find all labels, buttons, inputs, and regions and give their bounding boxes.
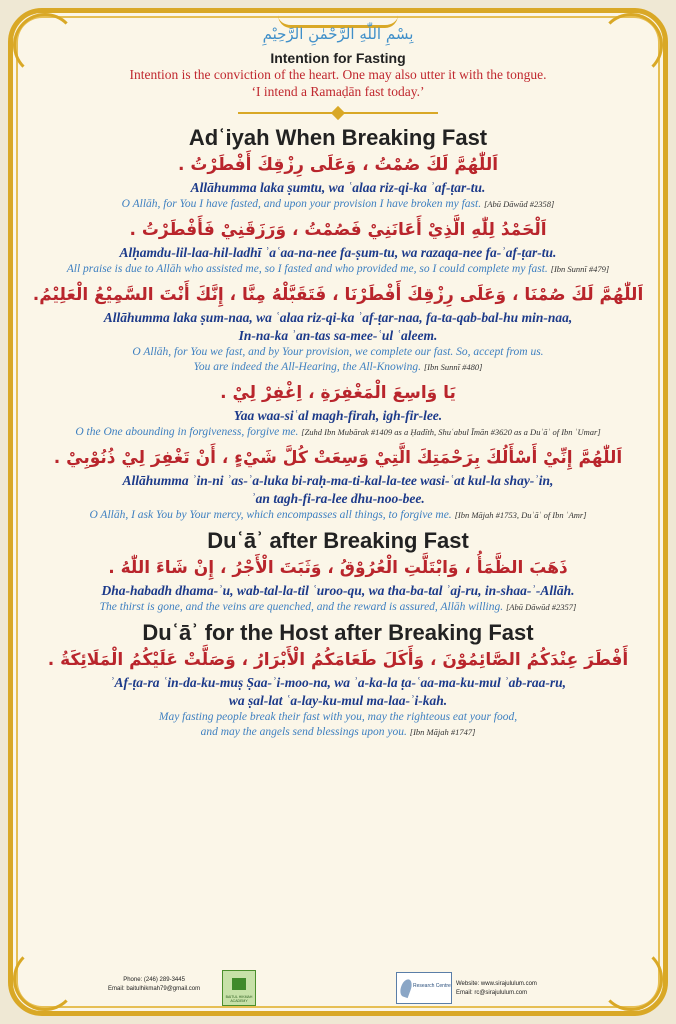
reference-citation: [Zuhd Ibn Mubārak #1409 as a Ḥadīth, Shuʿabul Īmān #3620 as a Duʿāʾ of Ibn ʿUmar] [301, 427, 601, 437]
translation-text: O Allāh, I ask You by Your mercy, which encompasses all things, to forgive me. [89, 509, 452, 521]
translation-line [22, 345, 654, 360]
translation-line [22, 508, 654, 523]
dua-block [22, 444, 654, 523]
translation-text: The thirst is gone, and the veins are quenched, and the reward is assured, Allāh willing. [99, 601, 504, 613]
translation-line [22, 710, 654, 725]
poster-content [22, 22, 654, 744]
academy-logo-text: BAITUL HIKMAH ACADEMY [225, 995, 253, 1003]
reference-citation: [Abū Dāwūd #2358] [483, 199, 555, 209]
email-text-2: Email: rc@sirajululum.com [456, 990, 528, 996]
reference-citation: [Ibn Sunnī #479] [550, 264, 610, 274]
arabic-text: ذَهَبَ الظَّمَأُ ، وَابْتَلَّتِ الْعُرُوْقُ ، وَثَبَتَ الْأَجْرُ ، إِنْ شَاءَ اللّٰهُ . [108, 558, 568, 578]
phone-text: Phone: (246) 289-3445 [123, 977, 185, 983]
section-title: Adʿiyah When Breaking Fast [188, 125, 488, 150]
intention-title: Intention for Fasting [270, 50, 406, 66]
transliteration-line: wa ṣal-lat ʿa-lay-ku-mul ma-laa-ʾi-kah. [228, 693, 448, 708]
divider-ornament [238, 108, 438, 118]
reference-citation: [Ibn Mājah #1753, Duʿāʾ of Ibn ʿAmr] [454, 510, 587, 520]
translation-text: All praise is due to Allāh who assisted me, so I fasted and who provided me, so I could complete my fast. [66, 263, 548, 275]
translation-text: May fasting people break their fast with you, may the righteous eat your food, [158, 711, 518, 723]
translation-line [22, 600, 654, 615]
quill-icon [398, 978, 414, 998]
transliteration-line: Yaa waa-siʿal magh-firah, igh-fir-lee. [233, 408, 443, 423]
arabic-text: اَلْحَمْدُ لِلّٰهِ الَّذِيْ أَعَانَنِيْ فَصُمْتُ ، وَرَزَقَنِيْ فَأَفْطَرْتُ . [129, 220, 547, 240]
transliteration-line: Alḥamdu-lil-laa-hil-ladhī ʾaʿaa-na-nee fa-ṣum-tu, wa razaqa-nee fa-ʾaf-ṭar-tu. [119, 245, 557, 260]
dua-block [22, 554, 654, 615]
intention-line: Intention is the conviction of the heart. One may also utter it with the tongue. [129, 67, 547, 82]
mosque-icon [232, 978, 246, 990]
research-centre-logo [396, 972, 452, 1004]
dua-sections [22, 124, 654, 740]
arabic-text: يَا وَاسِعَ الْمَغْفِرَةِ ، اِغْفِرْ لِيْ . [220, 383, 456, 403]
dua-block [22, 646, 654, 740]
dua-block [22, 281, 654, 375]
translation-line [22, 197, 654, 212]
footer [0, 970, 676, 1010]
dua-block [22, 379, 654, 440]
translation-line [22, 360, 654, 375]
contact-right [456, 980, 537, 998]
translation-line [22, 725, 654, 740]
transliteration-line: Dha-habadh dhama-ʾu, wab-tal-la-til ʿuroo-qu, wa tha-ba-tal ʾaj-ru, in-shaa-ʾ-Allāh. [101, 583, 575, 598]
arabic-text: أَفْطَرَ عِنْدَكُمُ الصَّائِمُوْنَ ، وَأَكَلَ طَعَامَكُمُ الْأَبْرَارُ ، وَصَلَّتْ عَلَيْكُمُ الْمَلَائِكَةُ . [47, 650, 629, 670]
research-centre-text: Research Centre [413, 983, 451, 989]
arabic-text: اَللّٰهُمَّ إِنِّيْ أَسْأَلُكَ بِرَحْمَتِكَ الَّتِيْ وَسِعَتْ كُلَّ شَيْءٍ ، أَنْ تَغْفِرَ لِيْ ذُنُوْبِيْ . [53, 448, 623, 468]
transliteration-line: Allāhumma laka ṣumtu, wa ʿalaa riz-qi-ka ʾaf-ṭar-tu. [190, 180, 486, 195]
transliteration-line: Allāhumma laka ṣum-naa, wa ʿalaa riz-qi-ka ʾaf-ṭar-naa, fa-ta-qab-bal-hu min-naa, [103, 310, 573, 325]
contact-left [108, 976, 200, 994]
translation-text: O Allāh, for You I have fasted, and upon your provision I have broken my fast. [121, 198, 482, 210]
reference-citation: [Abū Dāwūd #2357] [505, 602, 577, 612]
transliteration-line: ʾAf-ṭa-ra ʿin-da-ku-muṣ Ṣaa-ʾi-moo-na, wa ʾa-ka-la ṭa-ʿaa-ma-ku-mul ʾab-raa-ru, [110, 675, 566, 690]
dua-block [22, 151, 654, 212]
dua-block [22, 216, 654, 277]
arabic-text: اَللّٰهُمَّ لَكَ صُمْتُ ، وَعَلَى رِزْقِكَ أَفْطَرْتُ . [177, 155, 499, 175]
translation-line [22, 262, 654, 277]
section-title: Duʿāʾ for the Host after Breaking Fast [142, 620, 534, 645]
arabic-text: اَللّٰهُمَّ لَكَ صُمْنَا ، وَعَلَى رِزْقِكَ أَفْطَرْنَا ، فَتَقَبَّلْهُ مِنَّا ، إِنَّكَ أَنْتَ السَّمِيْعُ الْعَلِيْمُ. [32, 285, 644, 305]
reference-citation: [Ibn Sunnī #480] [423, 362, 483, 372]
section-title: Duʿāʾ after Breaking Fast [207, 528, 469, 553]
transliteration-line: In-na-ka ʾan-tas sa-mee-ʿul ʿaleem. [238, 328, 438, 343]
translation-text: O Allāh, for You we fast, and by Your provision, we complete our fast. So, accept from us. [132, 346, 544, 358]
translation-text: You are indeed the All-Hearing, the All-Knowing. [193, 361, 421, 373]
website-text: Website: www.sirajululum.com [456, 981, 537, 987]
transliteration-line: ʾan tagh-fi-ra-lee dhu-noo-bee. [251, 491, 425, 506]
reference-citation: [Ibn Mājah #1747] [409, 727, 476, 737]
translation-text: O the One abounding in forgiveness, forgive me. [75, 426, 299, 438]
bismillah-calligraphy: بِسْمِ اللّٰهِ الرَّحْمٰنِ الرَّحِيْمِ [262, 25, 414, 43]
transliteration-line: Allāhumma ʾin-ni ʾas-ʾa-luka bi-raḥ-ma-ti-kal-la-tee wasi-ʿat kul-la shay-ʾin, [122, 473, 554, 488]
translation-text: and may the angels send blessings upon you. [200, 726, 407, 738]
translation-line [22, 425, 654, 440]
email-text: Email: baitulhikmah79@gmail.com [108, 986, 201, 992]
intention-line: ‘I intend a Ramaḍān fast today.’ [251, 84, 425, 99]
academy-logo [222, 970, 256, 1006]
